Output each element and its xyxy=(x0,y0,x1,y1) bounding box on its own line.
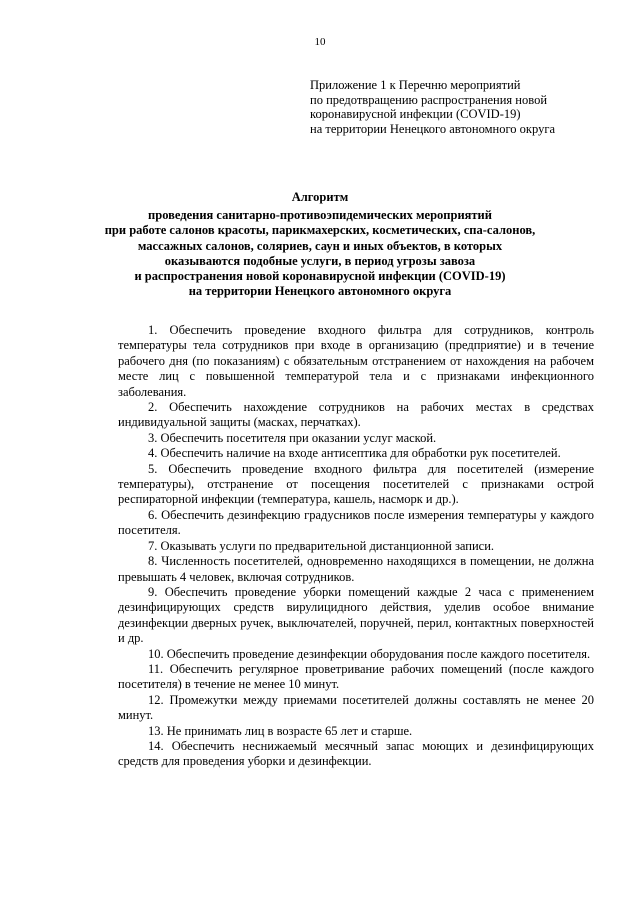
list-item: 12. Промежутки между приемами посетителей должны составлять не менее 20 минут. xyxy=(118,692,594,723)
list-item: 9. Обеспечить проведение уборки помещений каждые 2 часа с применением дезинфицирующих средств вирулицидного действия, уделив особое внимание дезинфекции дверных ручек, выключателей, поручней, перил, контактных поверхностей и др. xyxy=(118,584,594,646)
list-item: 8. Численность посетителей, одновременно находящихся в помещении, не должна превышать 4 человек, включая сотрудников. xyxy=(118,554,594,584)
list-item: 6. Обеспечить дезинфекцию градусников после измерения температуры у каждого посетителя. xyxy=(118,507,594,538)
appendix-line: на территории Ненецкого автономного округа xyxy=(310,121,556,136)
appendix-header xyxy=(310,78,610,136)
list-item: 2. Обеспечить нахождение сотрудников на рабочих местах в средствах индивидуальной защиты (масках, перчатках). xyxy=(118,400,594,430)
list-item: 11. Обеспечить регулярное проветривание рабочих помещений (после каждого посетителя) в течение не менее 10 минут. xyxy=(118,661,594,692)
appendix-line: Приложение 1 к Перечню мероприятий xyxy=(310,78,521,92)
title-main: Алгоритм xyxy=(291,190,349,204)
list-item: 13. Не принимать лиц в возрасте 65 лет и старше. xyxy=(148,723,413,738)
list-item: 1. Обеспечить проведение входного фильтра для сотрудников, контроль температуры тела сотрудников при входе в организацию (предприятие) и в течение рабочего дня (по показаниям) с обязательным отстранением от нахождения на рабочем месте лиц с повышенной температурой тела и с признаками инфекционного заболевания. xyxy=(118,323,594,399)
appendix-line: по предотвращению распространения новой xyxy=(310,92,548,107)
title-line: массажных салонов, соляриев, саун и иных объектов, в которых xyxy=(137,238,503,253)
list-item: 7. Оказывать услуги по предварительной дистанционной записи. xyxy=(148,538,495,553)
list-item: 14. Обеспечить неснижаемый месячный запас моющих и дезинфицирующих средств для проведения уборки и дезинфекции. xyxy=(118,738,594,769)
title-line: оказываются подобные услуги, в период угрозы завоза xyxy=(164,253,476,268)
measures-list xyxy=(118,323,594,770)
title-line: при работе салонов красоты, парикмахерских, косметических, спа-салонов, xyxy=(104,223,536,238)
title-line: и распространения новой коронавирусной инфекции (COVID-19) xyxy=(134,269,506,284)
appendix-line: коронавирусной инфекции (COVID-19) xyxy=(310,107,521,121)
list-item: 5. Обеспечить проведение входного фильтра для посетителей (измерение температуры), отстранение от посещения посетителей с признаками острой респираторной инфекции (температура, кашель, насморк и др.). xyxy=(118,461,594,507)
list-item: 10. Обеспечить проведение дезинфекции оборудования после каждого посетителя. xyxy=(148,646,591,661)
title-line: проведения санитарно-противоэпидемических мероприятий xyxy=(148,208,492,223)
document-title xyxy=(95,190,545,299)
list-item: 3. Обеспечить посетителя при оказании услуг маской. xyxy=(148,430,437,445)
title-line: на территории Ненецкого автономного округа xyxy=(188,284,452,299)
page-number: 10 xyxy=(314,36,326,48)
list-item: 4. Обеспечить наличие на входе антисептика для обработки рук посетителей. xyxy=(148,446,561,461)
